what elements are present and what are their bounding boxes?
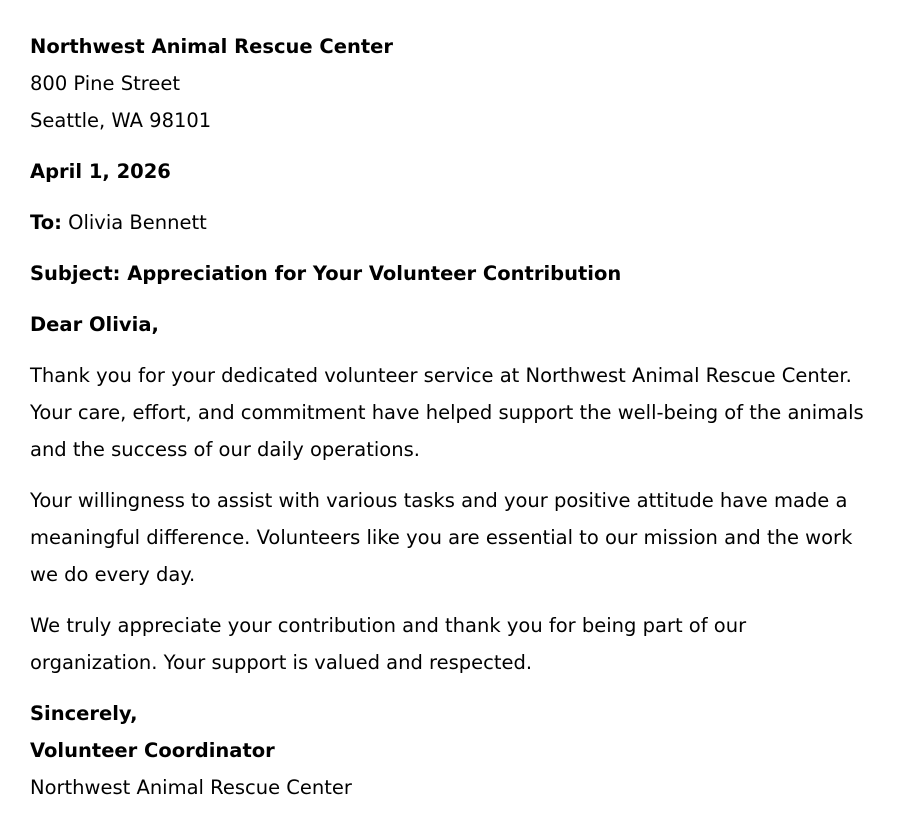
- body-paragraph-3: We truly appreciate your contribution and thank you for being part of our organization. Your support is valued and respected.: [30, 614, 747, 674]
- signer-title: Volunteer Coordinator: [30, 739, 275, 762]
- sender-block: [30, 28, 870, 139]
- subject-line: Subject: Appreciation for Your Volunteer Contribution: [30, 262, 622, 285]
- recipient-line: [30, 204, 870, 241]
- sender-city: Seattle, WA 98101: [30, 109, 212, 132]
- body-paragraph-1: Thank you for your dedicated volunteer service at Northwest Animal Rescue Center. Your care, effort, and commitment have helped support the well-being of the animals and the success of our daily operations.: [30, 364, 864, 461]
- recipient-label: To:: [30, 211, 62, 234]
- sender-organization: Northwest Animal Rescue Center: [30, 35, 393, 58]
- letter-date: April 1, 2026: [30, 160, 171, 183]
- body-paragraph-2: Your willingness to assist with various tasks and your positive attitude have made a meaningful difference. Volunteers like you are essential to our mission and the work we do every day.: [30, 489, 853, 586]
- closing-block: [30, 695, 870, 806]
- signer-organization: Northwest Animal Rescue Center: [30, 776, 352, 799]
- salutation: Dear Olivia,: [30, 313, 159, 336]
- valediction: Sincerely,: [30, 702, 138, 725]
- sender-street: 800 Pine Street: [30, 72, 180, 95]
- recipient-name: Olivia Bennett: [68, 211, 207, 234]
